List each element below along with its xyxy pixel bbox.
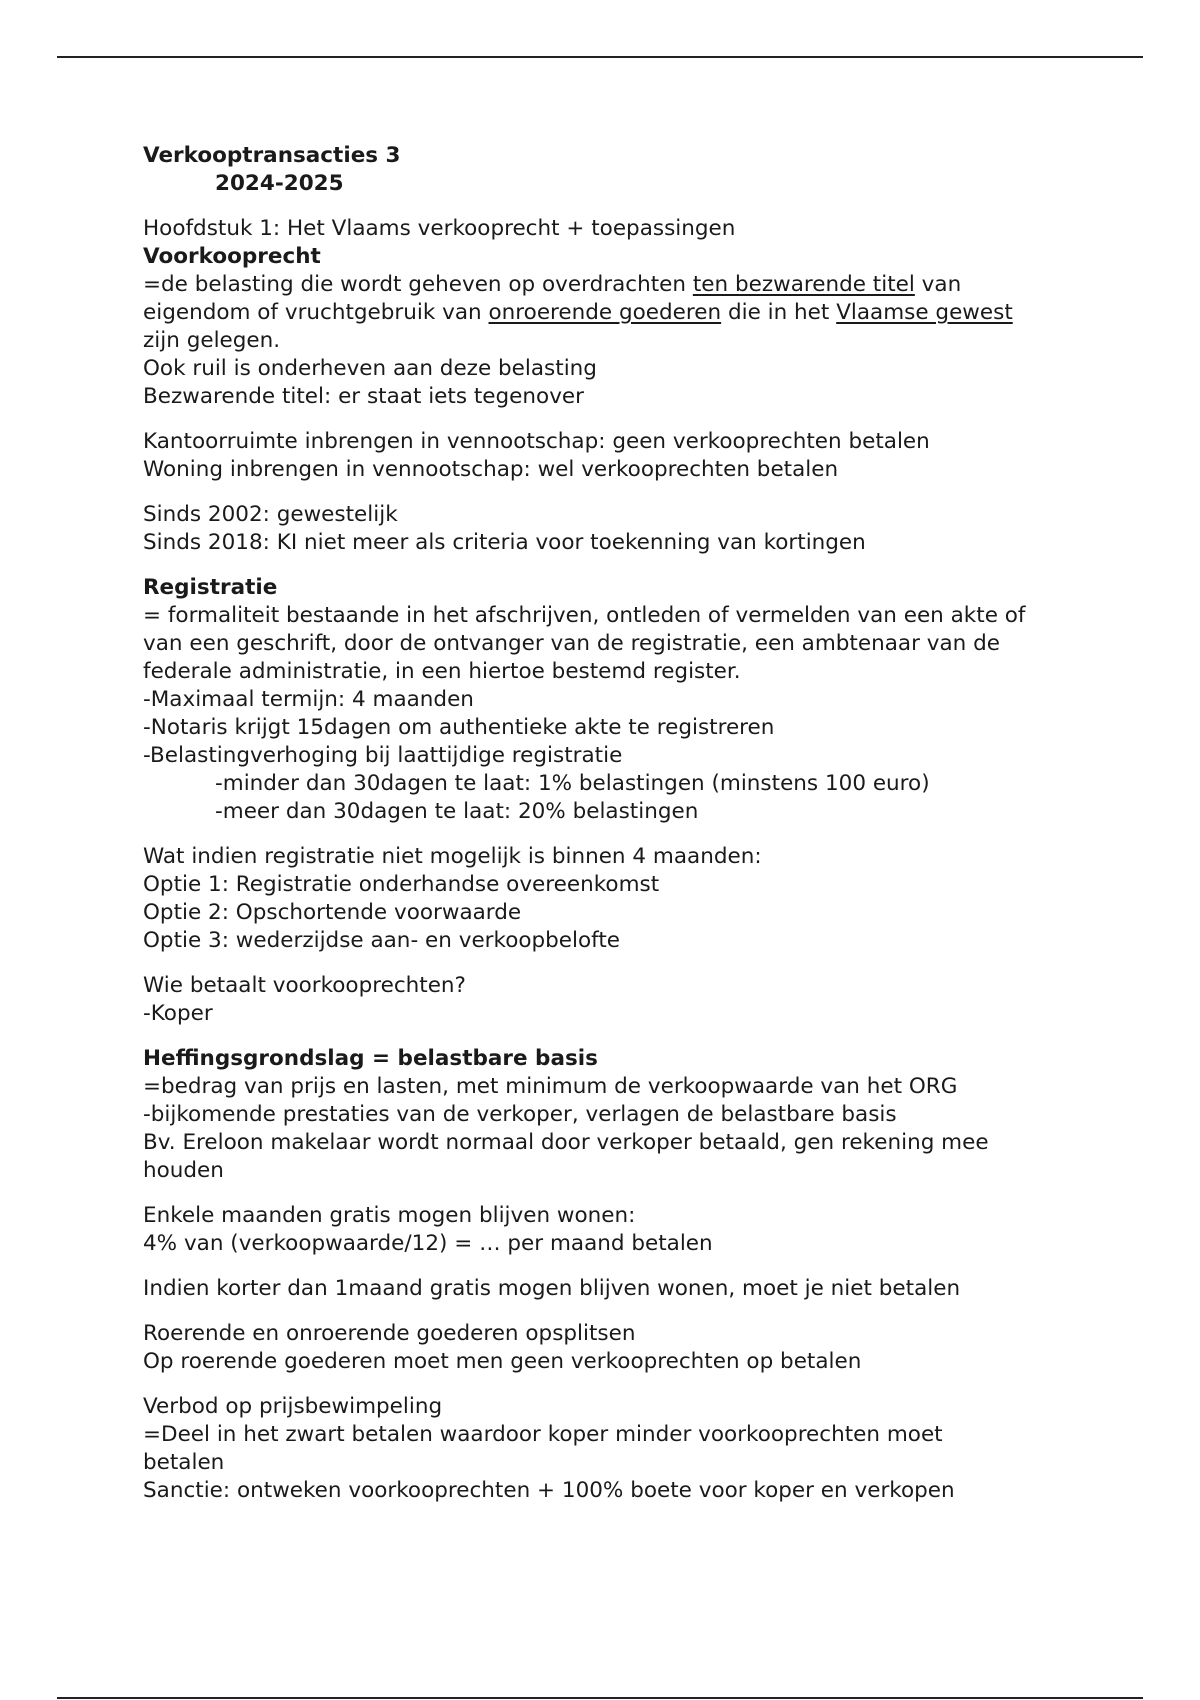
top-rule [57, 56, 1143, 58]
list-item: -Maximaal termijn: 4 maanden [143, 687, 474, 712]
sub-list-item: -minder dan 30dagen te laat: 1% belastingen (minstens 100 euro) [215, 771, 930, 796]
text-line: Woning inbrengen in vennootschap: wel verkooprechten betalen [143, 457, 839, 482]
text-line: Op roerende goederen moet men geen verkooprechten op betalen [143, 1349, 862, 1374]
text-line: Verbod op prijsbewimpeling [143, 1394, 443, 1419]
text-line: = formaliteit bestaande in het afschrijven, ontleden of vermelden van een akte of [143, 603, 1026, 628]
list-item: -Belastingverhoging bij laattijdige registratie [143, 743, 623, 768]
sub-list-item: -meer dan 30dagen te laat: 20% belastingen [215, 799, 699, 824]
text-line: Kantoorruimte inbrengen in vennootschap: geen verkooprechten betalen [143, 429, 930, 454]
text-line: Wie betaalt voorkooprechten? [143, 973, 466, 998]
text-line: 4% van (verkoopwaarde/12) = … per maand betalen [143, 1231, 713, 1256]
text-line: Ook ruil is onderheven aan deze belasting [143, 356, 597, 381]
text-line: Wat indien registratie niet mogelijk is binnen 4 maanden: [143, 844, 762, 869]
bottom-rule [57, 1697, 1143, 1699]
text-line: federale administratie, in een hiertoe bestemd register. [143, 659, 741, 684]
list-item: Optie 3: wederzijdse aan- en verkoopbelofte [143, 928, 620, 953]
text-line: =bedrag van prijs en lasten, met minimum de verkoopwaarde van het ORG [143, 1074, 958, 1099]
section-heading-heffingsgrondslag: Heffingsgrondslag = belastbare basis [143, 1046, 598, 1071]
text-line: Sinds 2002: gewestelijk [143, 502, 398, 527]
doc-title: Verkooptransacties 3 [143, 143, 401, 168]
text-line: Indien korter dan 1maand gratis mogen blijven wonen, moet je niet betalen [143, 1276, 961, 1301]
definition-line: zijn gelegen. [143, 328, 281, 353]
section-heading-voorkooprecht: Voorkooprecht [143, 244, 321, 269]
document-body [143, 142, 1083, 1505]
section-heading-registratie: Registratie [143, 575, 278, 600]
text-line: van een geschrift, door de ontvanger van de registratie, een ambtenaar van de [143, 631, 1000, 656]
text-line: Sinds 2018: KI niet meer als criteria voor toekenning van kortingen [143, 530, 866, 555]
list-item: Optie 1: Registratie onderhandse overeenkomst [143, 872, 660, 897]
text-line: -bijkomende prestaties van de verkoper, verlagen de belastbare basis [143, 1102, 897, 1127]
list-item: -Koper [143, 1001, 213, 1026]
text-line: =Deel in het zwart betalen waardoor koper minder voorkooprechten moet [143, 1422, 943, 1447]
text-line: Roerende en onroerende goederen opsplitsen [143, 1321, 636, 1346]
definition-line: eigendom of vruchtgebruik van onroerende goederen die in het Vlaamse gewest [143, 300, 1013, 325]
chapter-heading: Hoofdstuk 1: Het Vlaams verkooprecht + toepassingen [143, 216, 736, 241]
list-item: -Notaris krijgt 15dagen om authentieke akte te registreren [143, 715, 775, 740]
definition-line: =de belasting die wordt geheven op overdrachten ten bezwarende titel van [143, 272, 962, 297]
text-line: Bv. Ereloon makelaar wordt normaal door verkoper betaald, gen rekening mee [143, 1130, 989, 1155]
text-line: Sanctie: ontweken voorkooprechten + 100% boete voor koper en verkopen [143, 1478, 955, 1503]
doc-year: 2024-2025 [215, 171, 344, 196]
text-line: Bezwarende titel: er staat iets tegenover [143, 384, 584, 409]
text-line: betalen [143, 1450, 225, 1475]
text-line: Enkele maanden gratis mogen blijven wonen: [143, 1203, 636, 1228]
text-line: houden [143, 1158, 224, 1183]
list-item: Optie 2: Opschortende voorwaarde [143, 900, 522, 925]
